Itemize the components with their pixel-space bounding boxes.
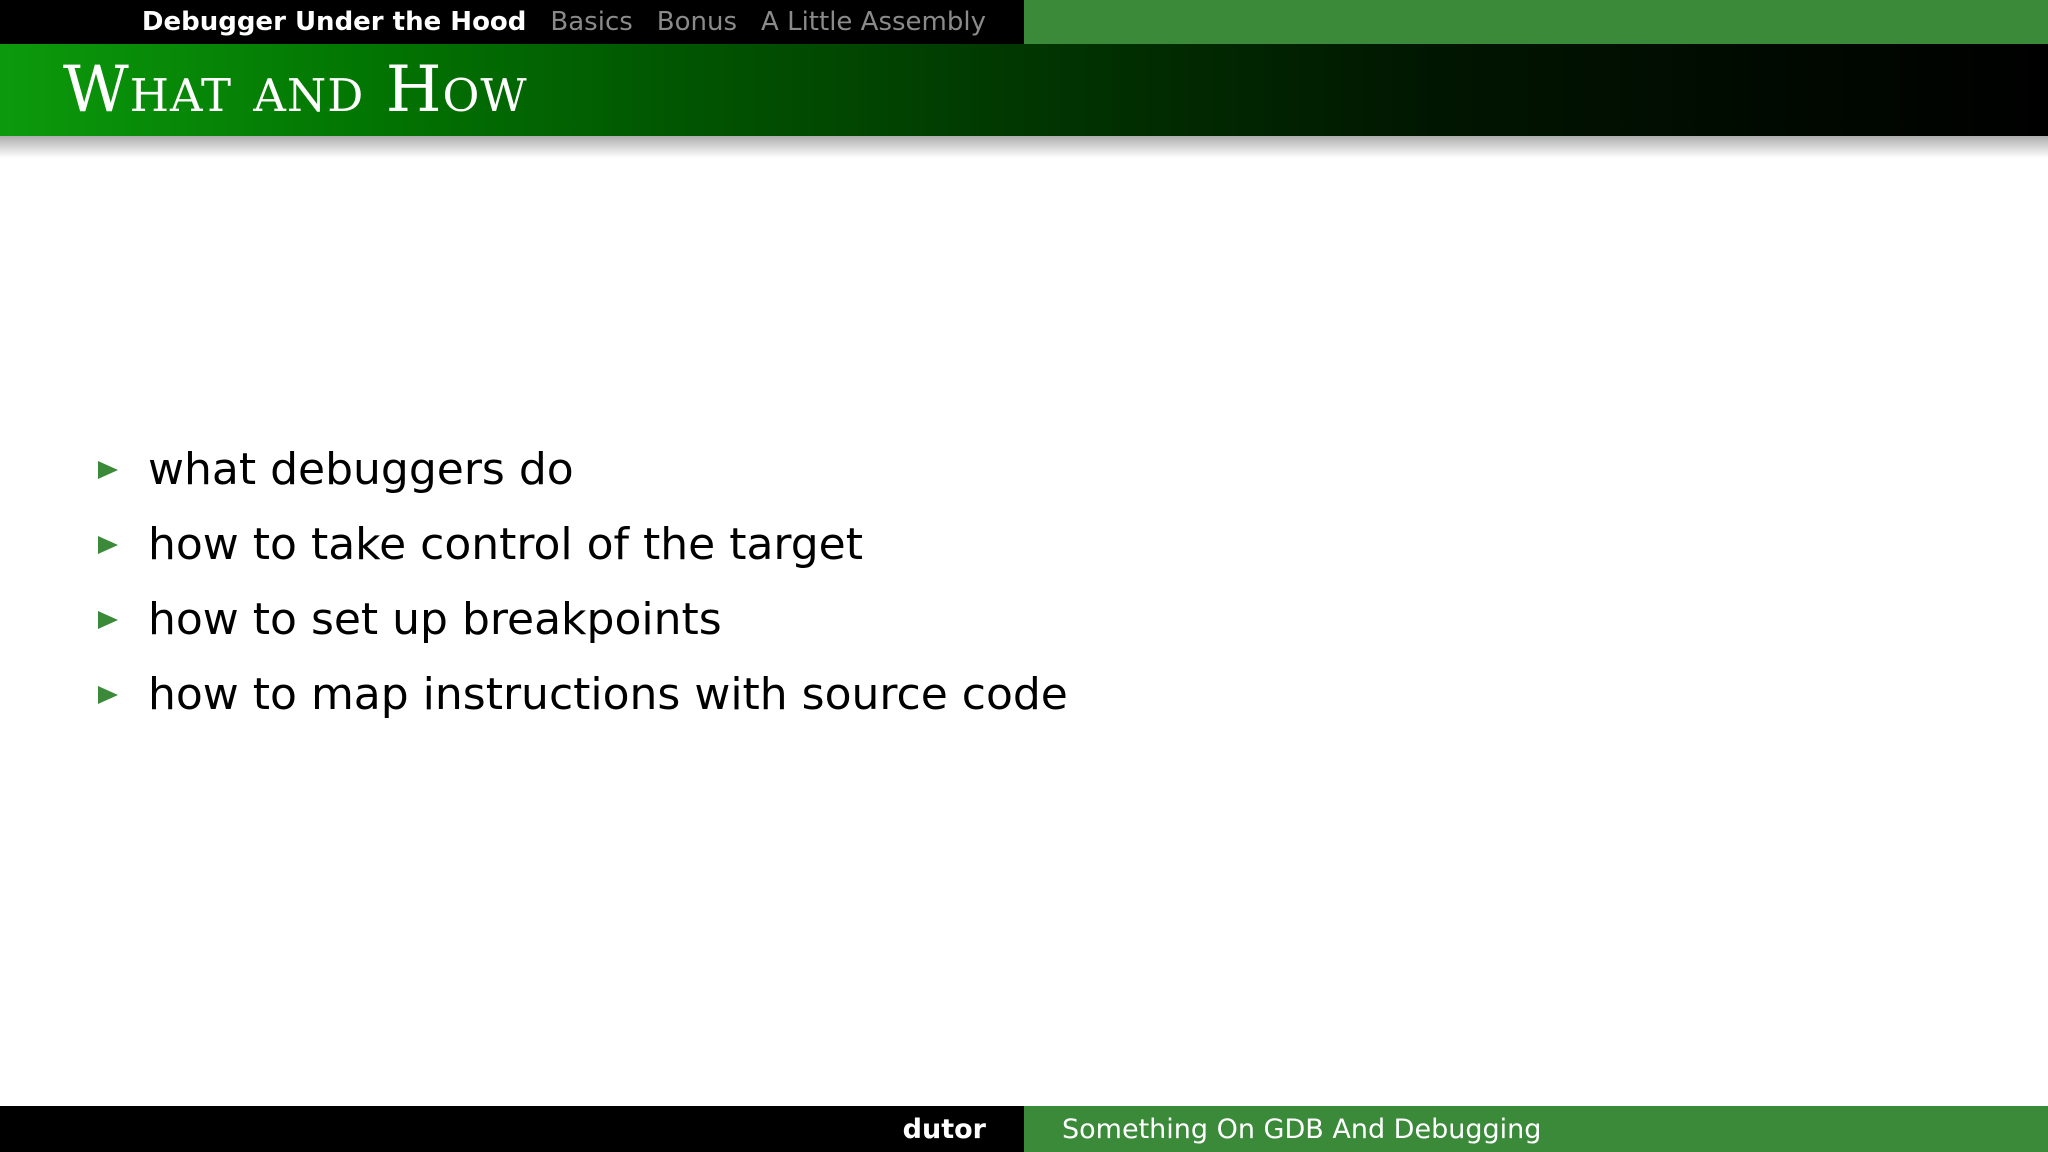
bullet-text: what debuggers do [148,444,574,495]
bullet-item [96,582,1068,657]
section-navigation [0,0,1024,44]
nav-section-a-little-assembly[interactable]: A Little Assembly [761,7,986,37]
triangle-right-icon [96,458,148,482]
bullet-item [96,657,1068,732]
frame-title: What and How [63,53,528,127]
footer-talk-title: Something On GDB And Debugging [1062,1113,1542,1145]
footer-author-box [0,1106,1024,1152]
footer-author: dutor [902,1113,986,1145]
nav-section-debugger-under-the-hood[interactable]: Debugger Under the Hood [141,7,527,37]
triangle-right-icon [96,533,148,557]
footer-bar [0,1106,2048,1152]
triangle-right-icon [96,608,148,632]
nav-bar-accent [1024,0,2048,44]
bullet-list [96,432,1068,732]
bullet-item [96,432,1068,507]
title-bar-shadow [0,136,2048,158]
triangle-right-icon [96,683,148,707]
bullet-text: how to set up breakpoints [148,594,722,645]
nav-section-basics[interactable]: Basics [550,7,633,37]
footer-title-box [1024,1106,2048,1152]
bullet-item [96,507,1068,582]
bullet-text: how to take control of the target [148,519,863,570]
nav-section-bonus[interactable]: Bonus [656,7,738,37]
bullet-text: how to map instructions with source code [148,669,1068,720]
section-navigation-bar [0,0,2048,44]
